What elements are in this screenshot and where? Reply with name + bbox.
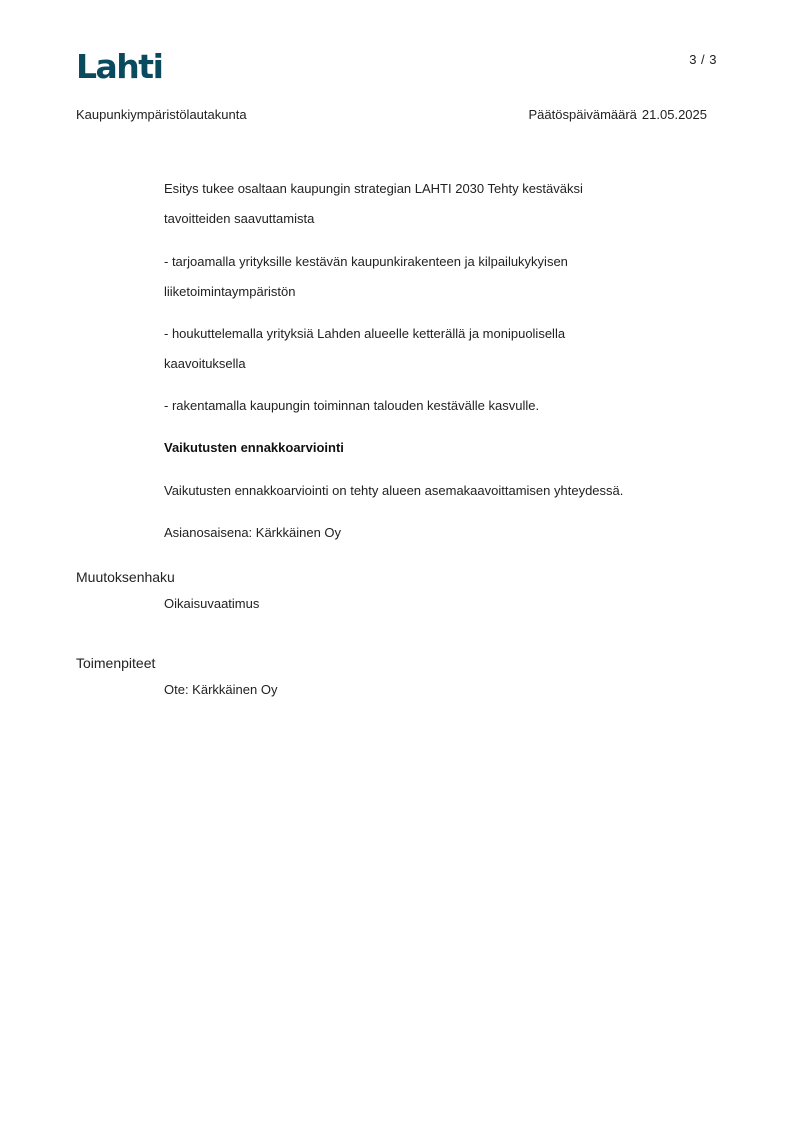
strategy-line-1: Esitys tukee osaltaan kaupungin strategian LAHTI 2030 Tehty kestäväksi xyxy=(164,181,583,196)
lahti-logo xyxy=(76,48,166,82)
bullet-2-line-2: kaavoituksella xyxy=(164,356,246,371)
bullet-1-line-1: - tarjoamalla yrityksille kestävän kaupunkirakenteen ja kilpailukykyisen xyxy=(164,254,568,269)
bullet-2 xyxy=(164,319,713,379)
impact-heading: Vaikutusten ennakkoarviointi xyxy=(164,440,344,455)
page-number: 3 / 3 xyxy=(689,52,717,67)
bullet-2-line-1: - houkuttelemalla yrityksiä Lahden alueelle ketterällä ja monipuolisella xyxy=(164,326,566,341)
decision-date-label: Päätöspäivämäärä xyxy=(528,107,637,122)
actions-heading: Toimenpiteet xyxy=(76,655,156,671)
party-text: Asianosaisena: Kärkkäinen Oy xyxy=(164,525,342,540)
decision-date-value: 21.05.2025 xyxy=(641,107,707,122)
impact-text: Vaikutusten ennakkoarviointi on tehty alueen asemakaavoittamisen yhteydessä. xyxy=(164,483,624,498)
committee-name: Kaupunkiympäristölautakunta xyxy=(76,107,247,122)
document-header xyxy=(76,107,707,122)
strategy-paragraph xyxy=(164,174,713,234)
bullet-1-line-2: liiketoimintaympäristön xyxy=(164,284,296,299)
logo-text: Lahti xyxy=(76,48,163,82)
bullet-3: - rakentamalla kaupungin toiminnan talouden kestävälle kasvulle. xyxy=(164,398,540,413)
appeal-heading: Muutoksenhaku xyxy=(76,569,175,585)
appeal-value: Oikaisuvaatimus xyxy=(164,596,260,611)
actions-value: Ote: Kärkkäinen Oy xyxy=(164,682,278,697)
strategy-line-2: tavoitteiden saavuttamista xyxy=(164,211,315,226)
bullet-1 xyxy=(164,247,713,307)
decision-date xyxy=(529,107,707,122)
